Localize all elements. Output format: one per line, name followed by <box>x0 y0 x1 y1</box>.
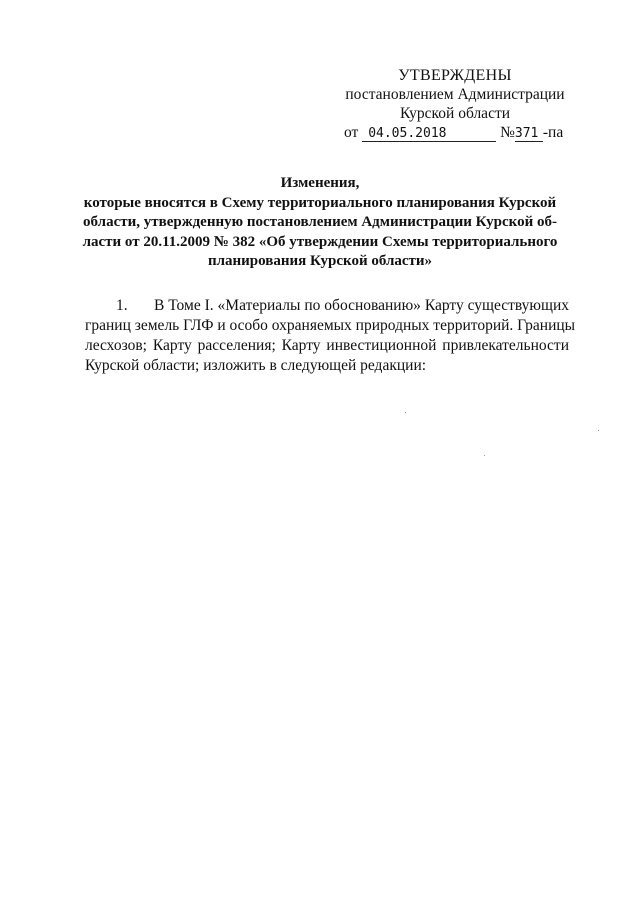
heading-line: области, утвержденную постановлением Администрации Курской об- <box>83 214 557 230</box>
body-line <box>85 336 569 356</box>
body-line-text: лесхозов; Карту расселения; Карту инвестиционной привлекательности <box>85 337 569 354</box>
scan-speck <box>598 430 599 431</box>
body-line <box>85 316 576 336</box>
number-suffix: -па <box>542 124 564 141</box>
approval-date-line <box>330 123 580 142</box>
approval-date: 04.05.2018 <box>362 126 496 142</box>
approval-line-1: постановлением Администрации <box>345 86 565 103</box>
approval-line-2: Курской области <box>399 105 511 122</box>
number-prefix: № <box>500 124 515 141</box>
body-line-text: В Томе I. «Материалы по обоснованию» Карту существующих <box>154 297 569 314</box>
scan-speck <box>484 455 485 456</box>
item-number: 1. <box>116 297 128 314</box>
body-line <box>85 296 569 316</box>
document-heading <box>80 174 560 272</box>
approval-title: УТВЕРЖДЕНЫ <box>398 67 512 84</box>
heading-line: ласти от 20.11.2009 № 382 «Об утверждении Схемы территориального <box>82 233 558 250</box>
heading-title: Изменения, <box>280 175 360 191</box>
heading-line: которые вносятся в Схему территориального планирования Курской <box>83 194 557 211</box>
body-line-text: Курской области; изложить в следующей редакции: <box>85 357 427 374</box>
body-line-text: границ земель ГЛФ и особо охраняемых природных территорий. Границы <box>85 317 576 334</box>
scan-speck <box>405 412 406 413</box>
body-line <box>85 356 569 376</box>
approval-stamp <box>330 66 580 142</box>
approval-number: 371 <box>515 126 543 142</box>
date-prefix: от <box>344 124 359 141</box>
document-body <box>85 296 576 376</box>
heading-line: планирования Курской области» <box>207 253 433 269</box>
